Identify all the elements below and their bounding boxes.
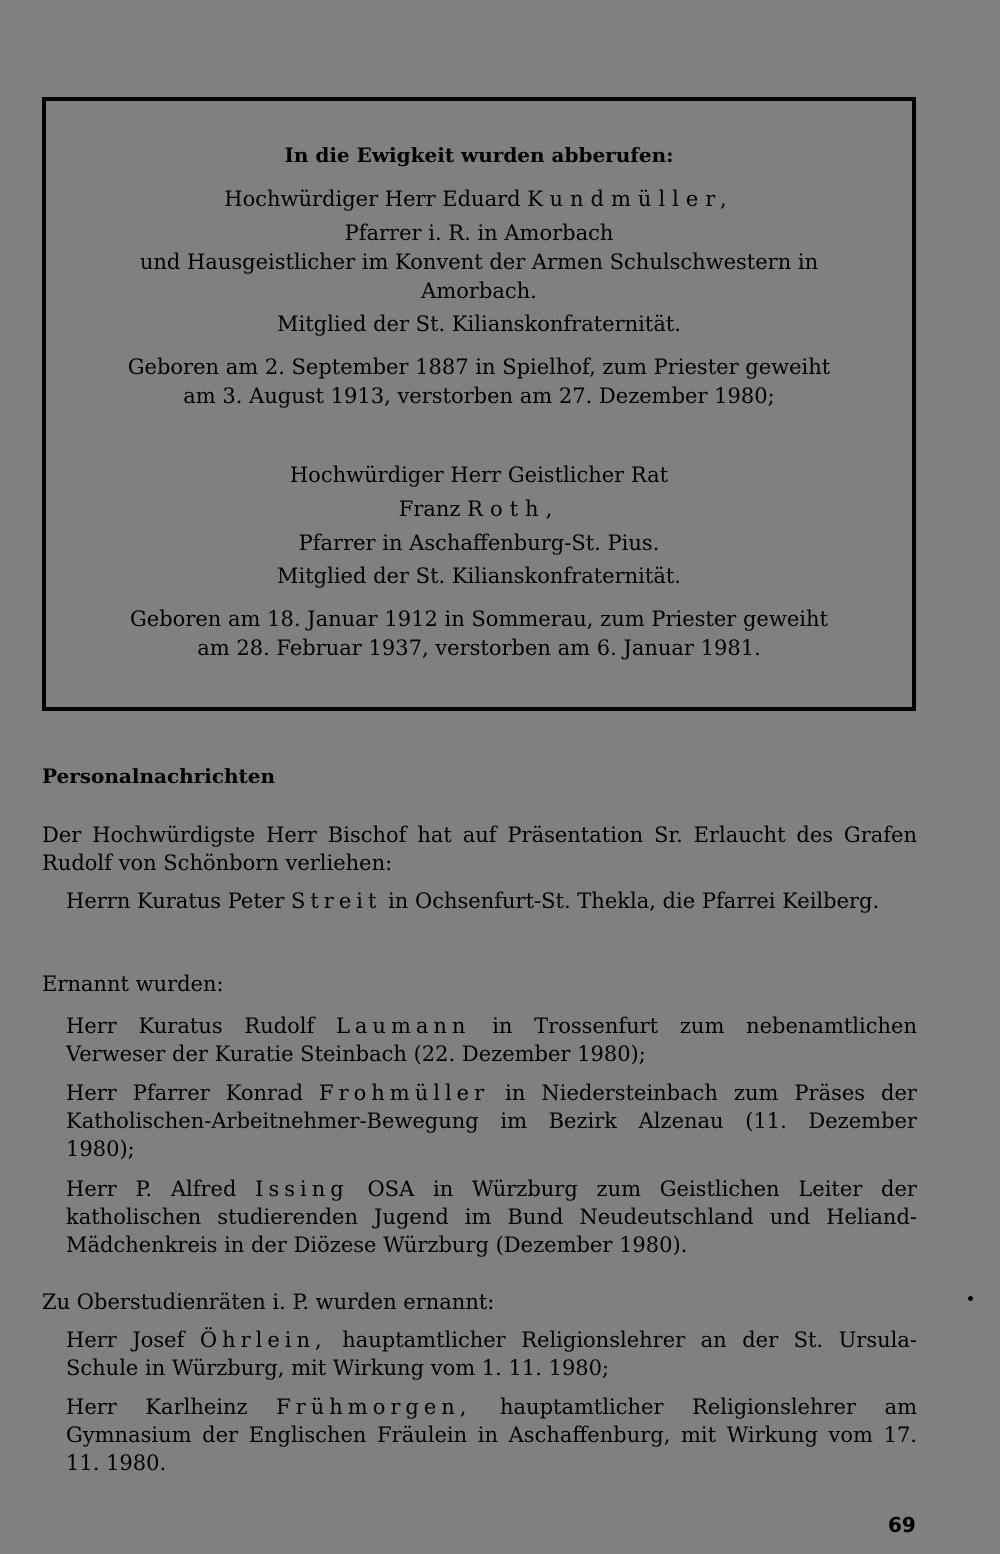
surname-streit: Streit [290, 889, 382, 913]
p2-surname: Roth, [467, 497, 560, 521]
page-number: 69 [888, 1513, 916, 1537]
stray-mark [968, 1296, 973, 1301]
p1-line6: Geboren am 2. September 1887 in Spielhof, zum Priester geweiht [127, 355, 831, 379]
section-title: Personalnachrichten [42, 764, 276, 788]
entry-laumann: Herr Kuratus Rudolf Laumann in Trossenfurt zum nebenamtlichen Verweser der Kuratie Steinbach (22. Dezember 1980); [66, 1014, 917, 1066]
p2-line6: am 28. Februar 1937, verstorben am 6. Januar 1981. [197, 636, 761, 660]
surname-issing: Issing [255, 1177, 349, 1201]
intro-bestowal: Der Hochwürdigste Herr Bischof hat auf Präsentation Sr. Erlaucht des Grafen Rudolf von Schönborn verliehen: [42, 823, 917, 875]
entry-streit: Herrn Kuratus Peter Streit in Ochsenfurt-St. Thekla, die Pfarrei Keilberg. [66, 889, 880, 913]
p1-surname: Kundmüller, [527, 187, 734, 211]
surname-frohmueller: Frohmüller [319, 1081, 490, 1105]
entry-issing: Herr P. Alfred Issing OSA in Würzburg zum Geistlichen Leiter der katholischen studierenden Jugend im Bund Neudeutschland und Heliand-Mädchenkreis in der Diözese Würzburg (Dezember 1980). [66, 1177, 917, 1257]
intro-senior-teachers: Zu Oberstudienräten i. P. wurden ernannt: [42, 1290, 495, 1314]
p1-line3: und Hausgeistlicher im Konvent der Armen Schulschwestern in [139, 250, 819, 274]
obituary-heading: In die Ewigkeit wurden abberufen: [284, 143, 674, 167]
entry-frohmueller: Herr Pfarrer Konrad Frohmüller in Niedersteinbach zum Präses der Katholischen-Arbeitnehmer-Bewegung im Bezirk Alzenau (11. Dezember 1980); [66, 1081, 917, 1161]
intro-appointed: Ernannt wurden: [42, 972, 224, 996]
p1-line2: Pfarrer i. R. in Amorbach [344, 221, 614, 245]
surname-laumann: Laumann [335, 1014, 471, 1038]
obituary-person-2 [46, 461, 912, 663]
p2-line4: Mitglied der St. Kilianskonfraternität. [277, 564, 681, 588]
p2-line1: Hochwürdiger Herr Geistlicher Rat [289, 463, 669, 487]
p2-firstname: Franz [398, 497, 461, 521]
p1-title: Hochwürdiger Herr Eduard [224, 187, 521, 211]
surname-oehrlein: Öhrlein, [199, 1328, 327, 1352]
p1-line4: Amorbach. [421, 279, 537, 303]
surname-fruehmorgen: Frühmorgen, [276, 1395, 472, 1419]
p1-line7: am 3. August 1913, verstorben am 27. Dezember 1980; [183, 384, 775, 408]
entry-fruehmorgen: Herr Karlheinz Frühmorgen, hauptamtlicher Religionslehrer am Gymnasium der Englischen Fräulein in Aschaffenburg, mit Wirkung vom 17. 11. 1980. [66, 1395, 917, 1475]
entry-oehrlein: Herr Josef Öhrlein, hauptamtlicher Religionslehrer an der St. Ursula-Schule in Würzburg, mit Wirkung vom 1. 11. 1980; [66, 1328, 917, 1380]
obituary-person-1 [46, 185, 912, 411]
p2-line5: Geboren am 18. Januar 1912 in Sommerau, zum Priester geweiht [130, 607, 828, 631]
p2-line3: Pfarrer in Aschaffenburg-St. Pius. [298, 531, 660, 555]
p1-line5: Mitglied der St. Kilianskonfraternität. [277, 312, 681, 336]
obituary-box [42, 97, 916, 711]
